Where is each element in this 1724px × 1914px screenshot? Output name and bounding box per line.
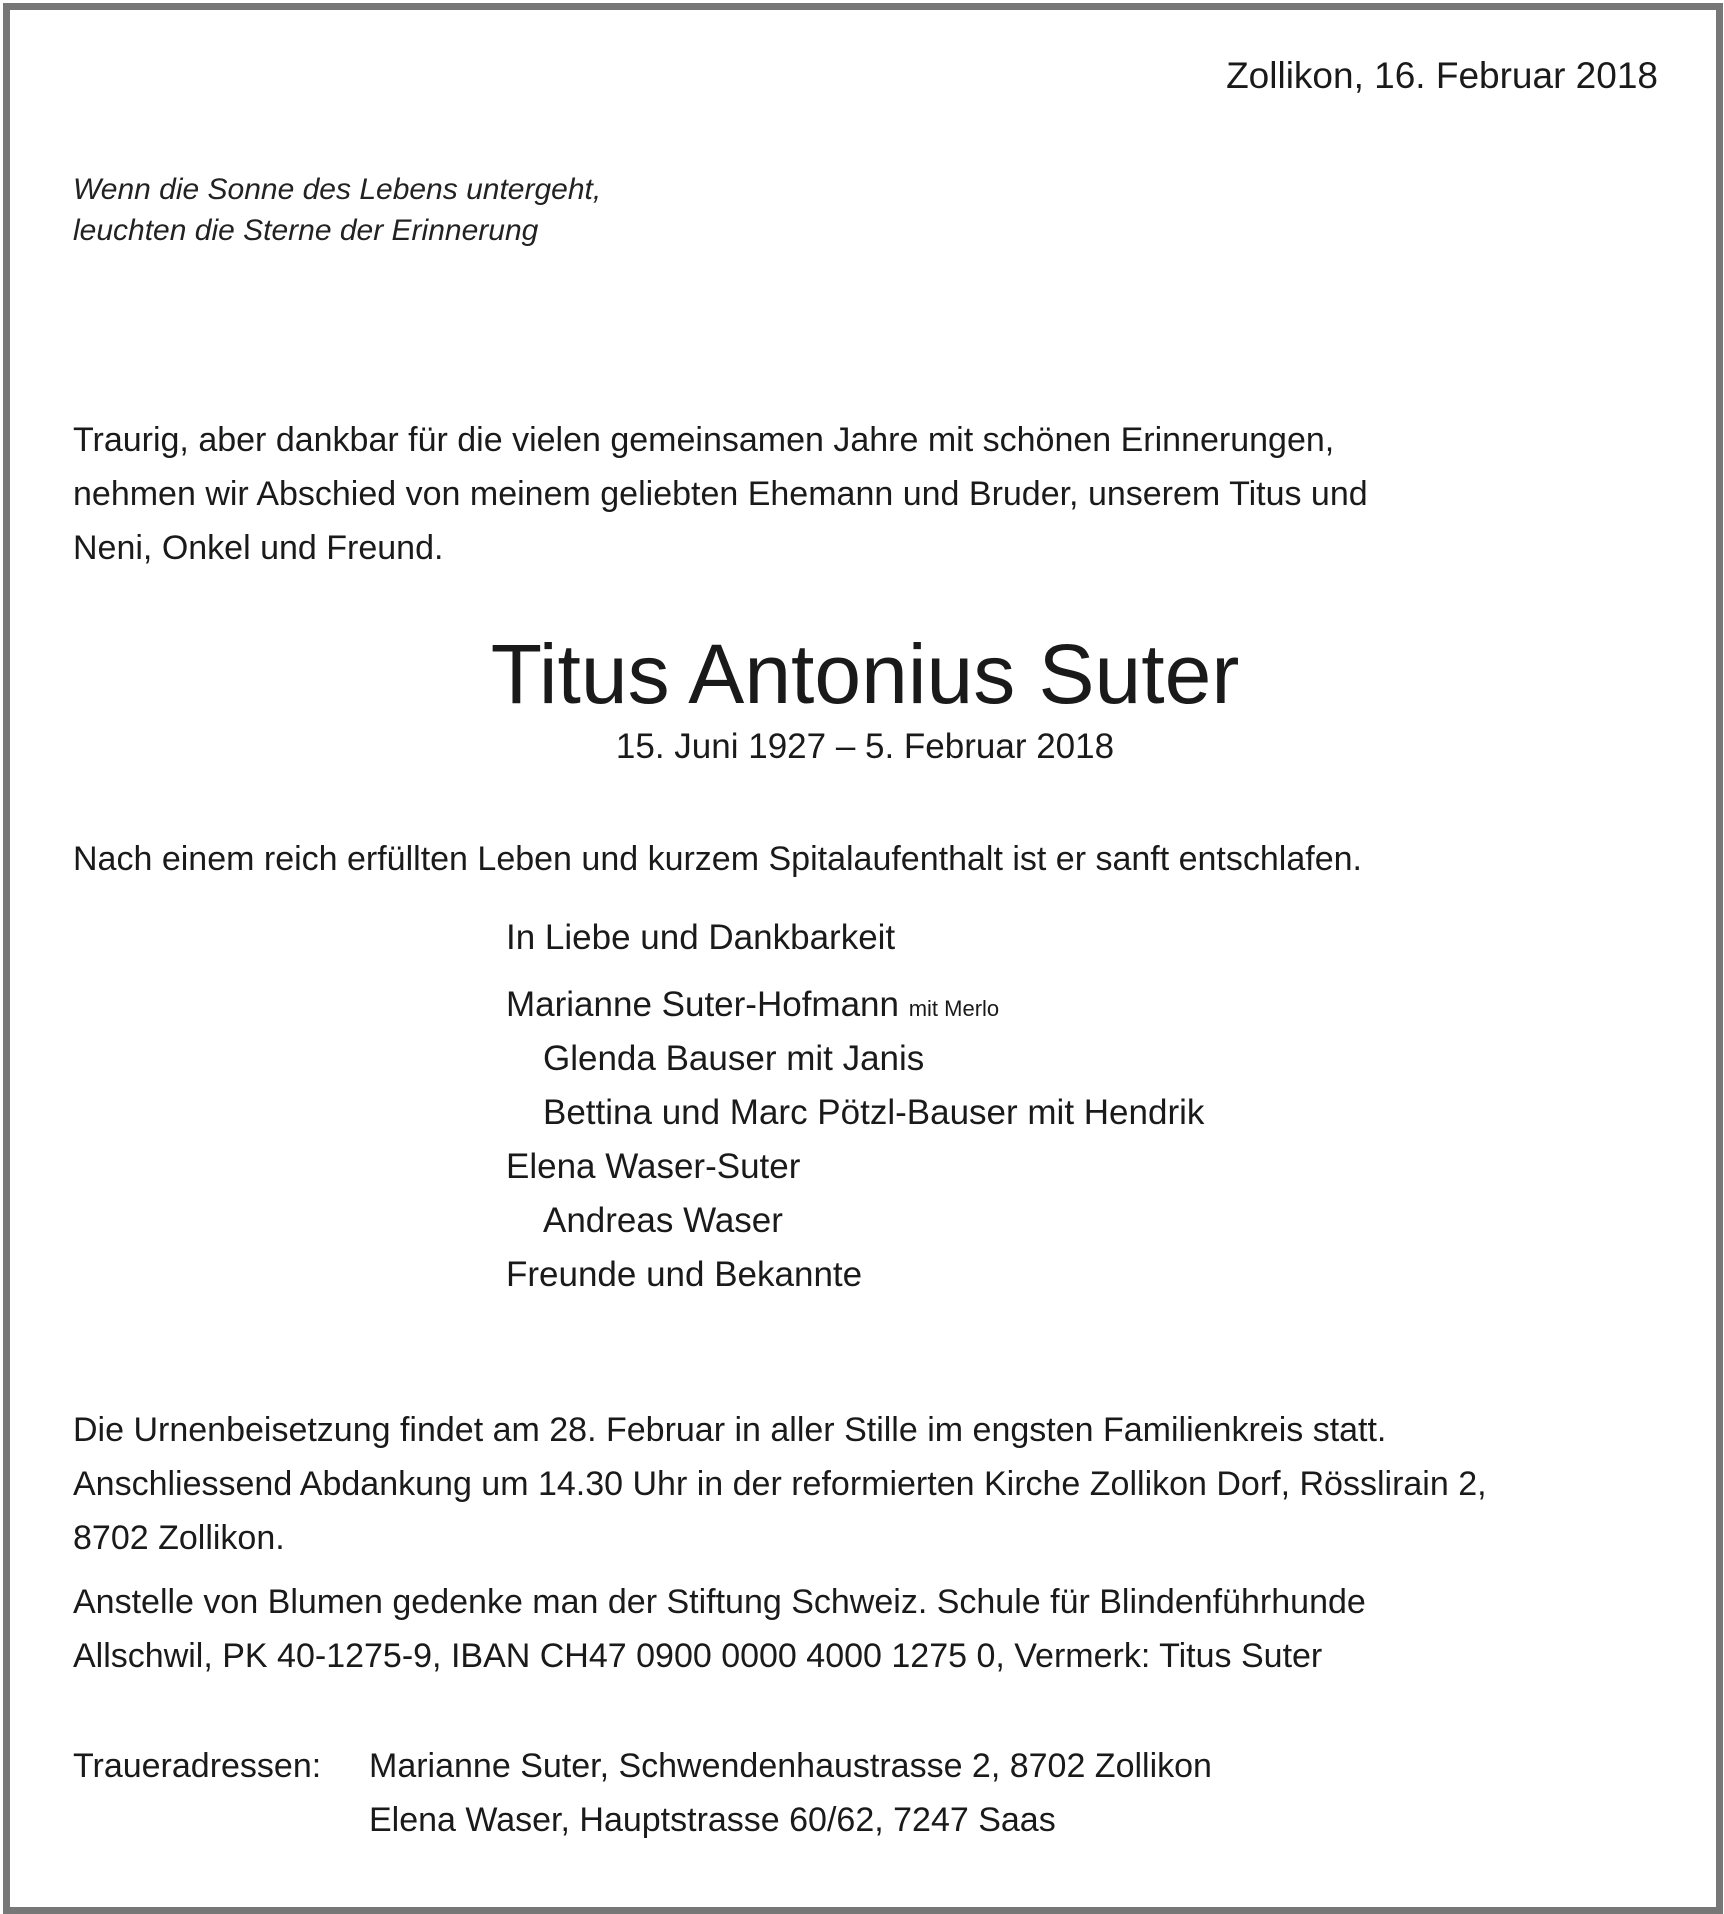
mourner-name: Marianne Suter-Hofmann — [506, 985, 899, 1024]
donation-line-2: Allschwil, PK 40-1275-9, IBAN CH47 0900 0000 4000 1275 0, Vermerk: Titus Suter — [73, 1637, 1323, 1675]
mourner-note: mit Merlo — [908, 996, 1000, 1021]
mourner-entry — [506, 980, 999, 1034]
service-line-1: Die Urnenbeisetzung findet am 28. Februar in aller Stille im engsten Familienkreis statt. — [73, 1411, 1387, 1449]
motto-line-2: leuchten die Sterne der Erinnerung — [73, 214, 539, 247]
intro-line-3: Neni, Onkel und Freund. — [73, 529, 444, 567]
service-line-2: Anschliessend Abdankung um 14.30 Uhr in der reformierten Kirche Zollikon Dorf, Rösslirain 2, — [73, 1465, 1487, 1503]
mourner-entry: Freunde und Bekannte — [506, 1255, 863, 1294]
date-line: Zollikon, 16. Februar 2018 — [1226, 55, 1658, 96]
address-entry: Marianne Suter, Schwendenhaustrasse 2, 8702 Zollikon — [369, 1747, 1212, 1785]
mourner-entry: Bettina und Marc Pötzl-Bauser mit Hendrik — [543, 1093, 1205, 1132]
mourner-entry: Andreas Waser — [543, 1201, 783, 1240]
life-dates: 15. Juni 1927 – 5. Februar 2018 — [615, 727, 1115, 766]
motto-line-1: Wenn die Sonne des Lebens untergeht, — [73, 173, 602, 206]
deceased-name: Titus Antonius Suter — [490, 627, 1240, 721]
mourner-entry: Elena Waser-Suter — [506, 1147, 801, 1186]
mourners-heading: In Liebe und Dankbarkeit — [506, 918, 896, 957]
donation-line-1: Anstelle von Blumen gedenke man der Stiftung Schweiz. Schule für Blindenführhunde — [73, 1583, 1366, 1621]
address-entry: Elena Waser, Hauptstrasse 60/62, 7247 Saas — [369, 1801, 1056, 1839]
mourner-entry: Glenda Bauser mit Janis — [543, 1039, 925, 1078]
intro-line-1: Traurig, aber dankbar für die vielen gemeinsamen Jahre mit schönen Erinnerungen, — [73, 421, 1335, 459]
intro-line-2: nehmen wir Abschied von meinem geliebten Ehemann und Bruder, unserem Titus und — [73, 475, 1368, 513]
service-line-3: 8702 Zollikon. — [73, 1519, 285, 1557]
obituary-notice — [3, 3, 1723, 1914]
statement-text: Nach einem reich erfüllten Leben und kurzem Spitalaufenthalt ist er sanft entschlafen. — [73, 840, 1362, 878]
addresses-label: Traueradressen: — [73, 1747, 322, 1785]
